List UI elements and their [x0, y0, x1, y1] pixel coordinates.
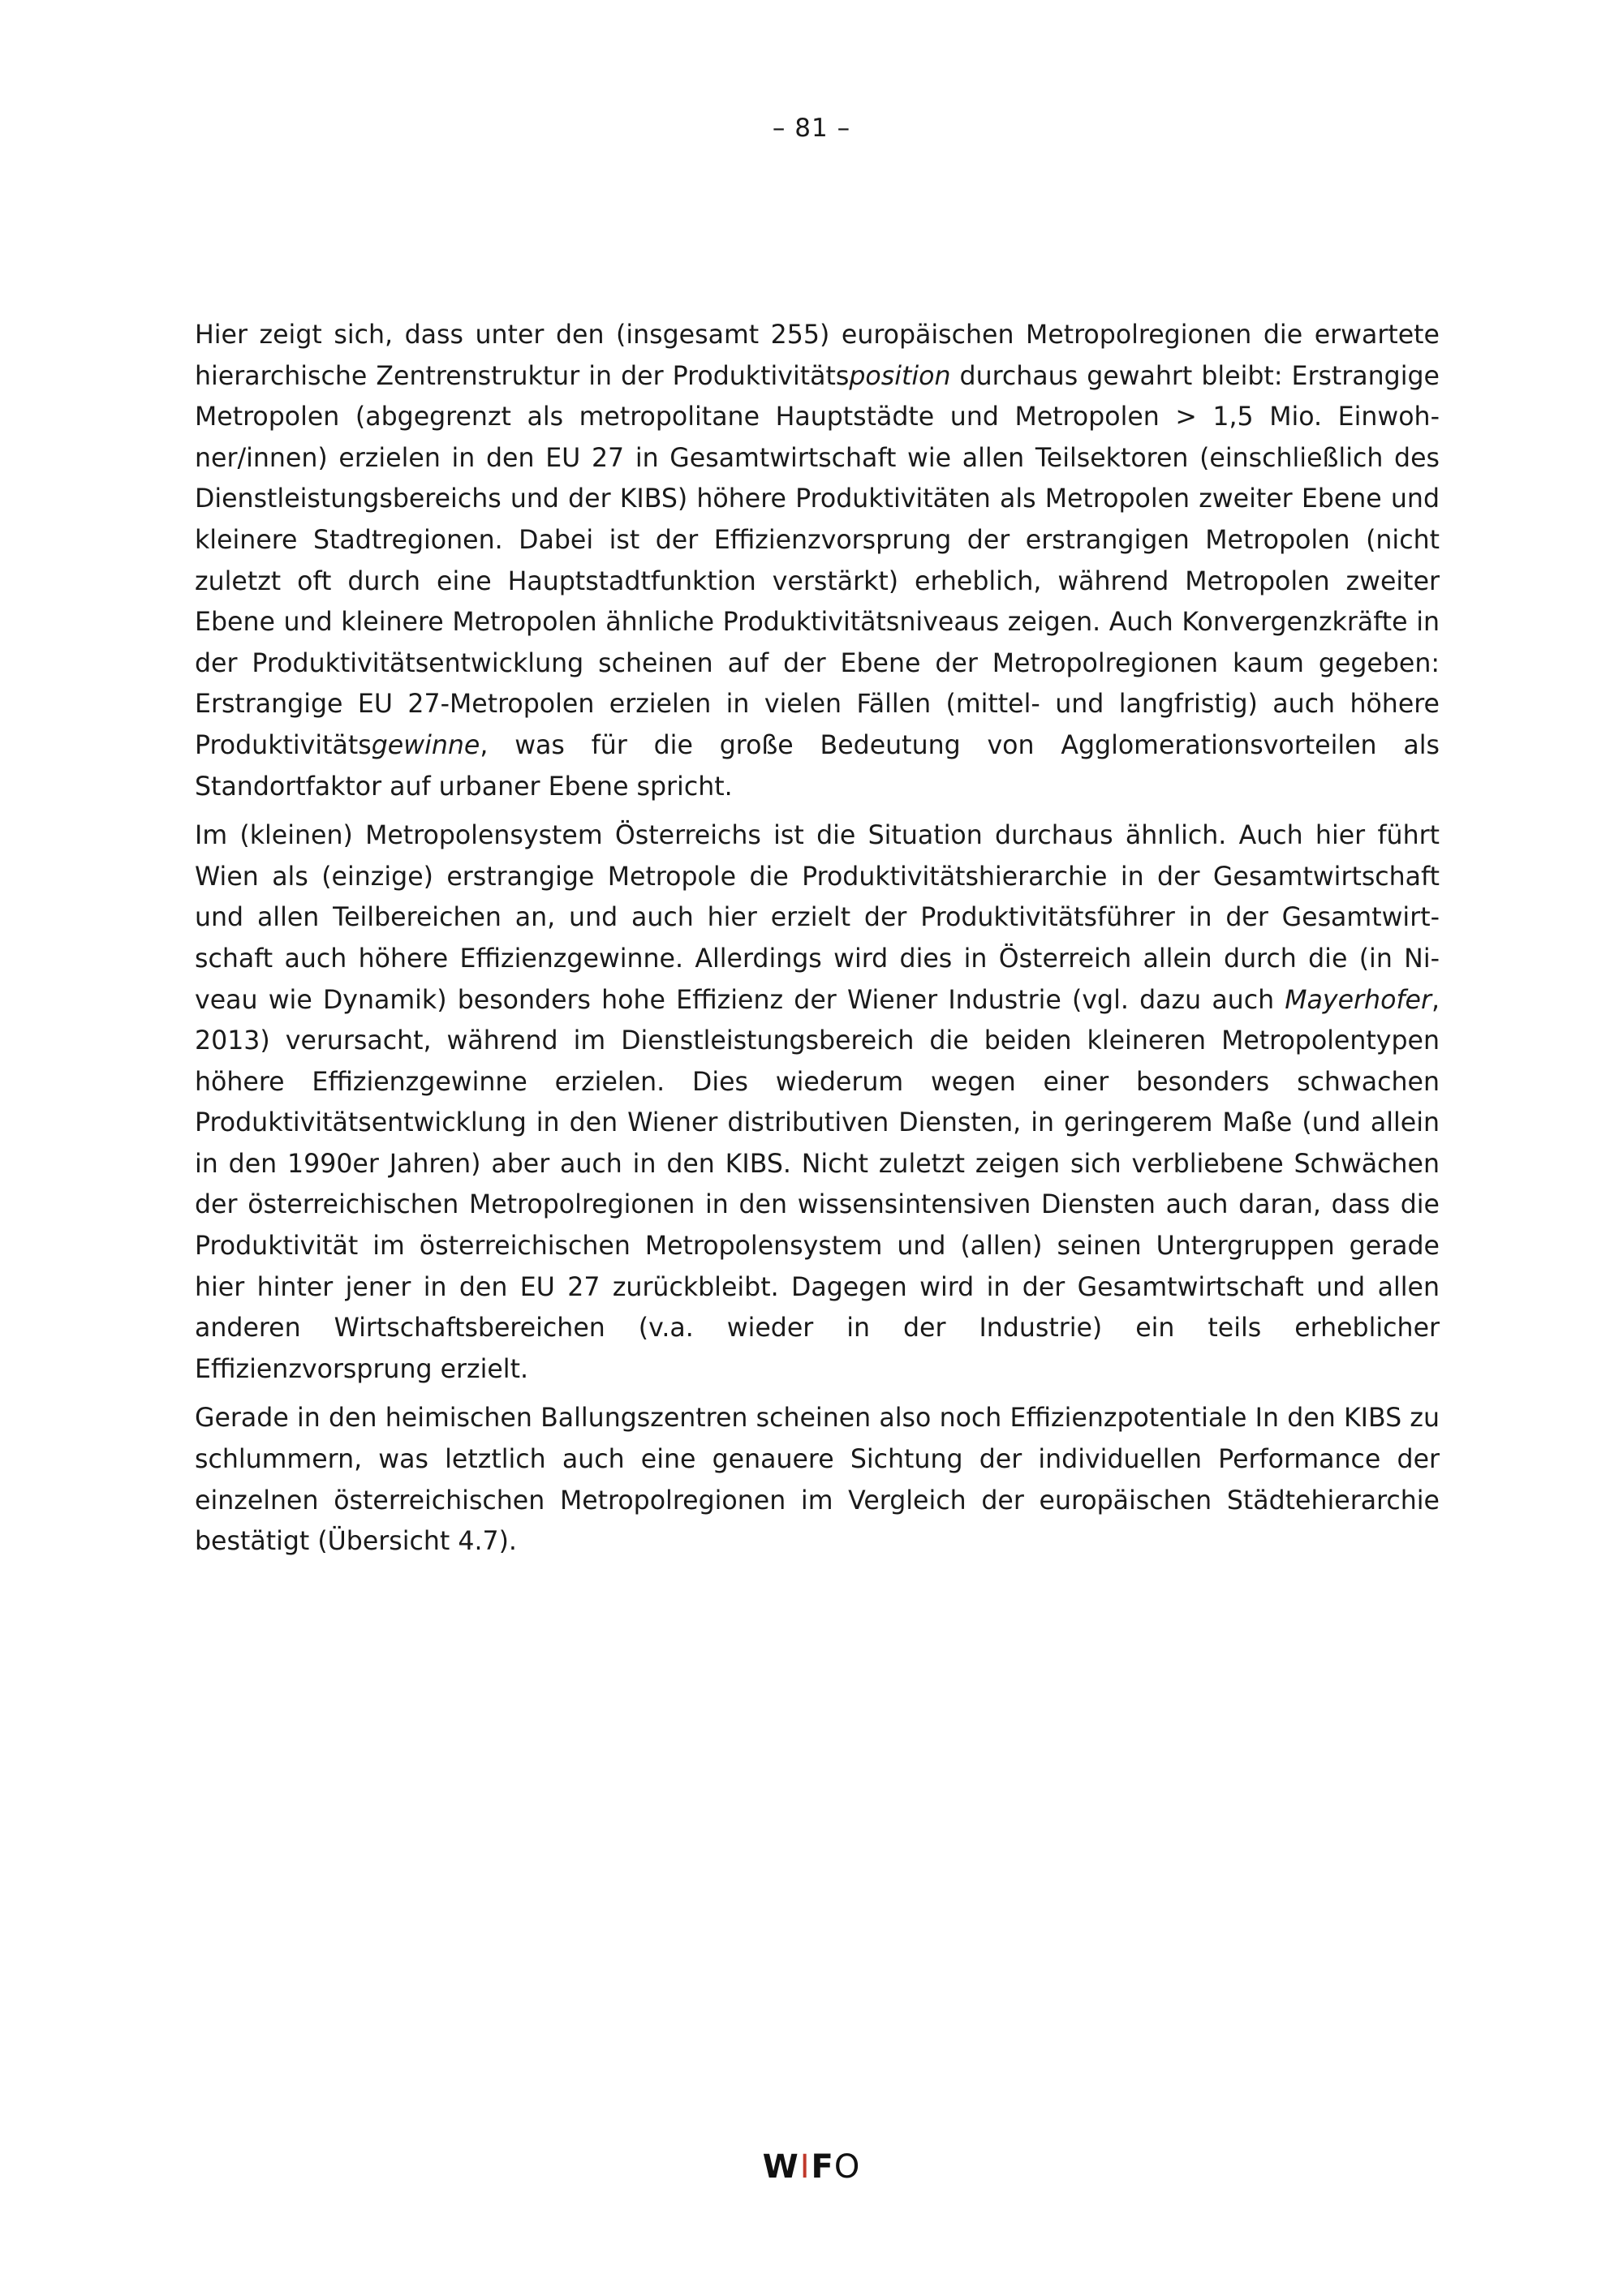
- logo-letter-w: W: [762, 2148, 799, 2186]
- paragraph-2-emphasis-1: Mayerhofer: [1285, 985, 1431, 1015]
- paragraph-1-part-1: Hier zeigt sich, dass unter den (insgesamt 255) europäischen Metropolregionen die erwartete hierarchische Zentrenstruktur in der Produktivitäts: [195, 320, 1440, 391]
- paragraph-1-emphasis-2: gewinne: [371, 730, 480, 760]
- logo-separator: I: [799, 2148, 811, 2186]
- logo-letter-f: F: [811, 2148, 834, 2186]
- paragraph-2-part-1: Im (kleinen) Metropolensystem Österreichs ist die Situation durchaus ähnlich. Auch hier führt Wien als (einzige) erstrangige Metropole die Produktivitätshierarchie in der Gesamtwirtschaft und allen Teilbereichen an, und auch hier erzielt der Produktivitätsführer in der Gesamtwirtschaft auch höhere Effizienzgewinne. Allerdings wird dies in Österreich allein durch die (in Niveau wie Dynamik) besonders hohe Effizienz der Wiener Industrie (vgl. dazu auch: [195, 821, 1440, 1015]
- logo-letter-o: O: [833, 2148, 861, 2186]
- paragraph-1-part-3: , was für die große Bedeutung von Agglomerationsvorteilen als Standortfaktor auf urbaner Ebene spricht.: [195, 730, 1440, 802]
- paragraph-3: [195, 1398, 1440, 1562]
- paragraph-1-part-2: durchaus gewahrt bleibt: Erstrangige Metropolen (abgegrenzt als metropolitane Hauptstädte und Metropolen > 1,5 Mio. Einwohner/innen) erzielen in den EU 27 in Gesamtwirtschaft wie allen Teilsektoren (einschließlich des Dienstleistungsbereichs und der KIBS) höhere Produktivitäten als Metropolen zweiter Ebene und kleinere Stadtregionen. Dabei ist der Effizienzvorsprung der erstrangigen Metropolen (nicht zuletzt oft durch eine Hauptstadtfunktion verstärkt) erheblich, während Metropolen zweiter Ebene und kleinere Metropolen ähnliche Produktivitätsniveaus zeigen. Auch Konvergenzkräfte in der Produktivitätsentwicklung scheinen auf der Ebene der Metropolregionen kaum gegeben: Erstrangige EU 27-Metropolen erzielen in vielen Fällen (mittel- und langfristig) auch höhere Produktivitäts: [195, 361, 1440, 760]
- wifo-logo: [0, 2148, 1623, 2186]
- paragraph-3-part-1: Gerade in den heimischen Ballungszentren scheinen also noch Effizienzpotentiale In den KIBS zu schlummern, was letztlich auch eine genauere Sichtung der individuellen Performance der einzelnen österreichischen Metropolregionen im Vergleich der europäischen Städtehierarchie bestätigt (Übersicht 4.7).: [195, 1404, 1440, 1557]
- paragraph-2-part-2: , 2013) verursacht, während im Dienstleistungsbereich die beiden kleineren Metropolentypen höhere Effizienzgewinne erzielen. Dies wiederum wegen einer besonders schwachen Produktivitätsentwicklung in den Wiener distributiven Diensten, in geringerem Maße (und allein in den 1990er Jahren) aber auch in den KIBS. Nicht zuletzt zeigen sich verbliebene Schwächen der österreichischen Metropolregionen in den wissensintensiven Diensten auch daran, dass die Produktivität im österreichischen Metropolensystem und (allen) seinen Untergruppen gerade hier hinter jener in den EU 27 zurückbleibt. Dagegen wird in der Gesamtwirtschaft und allen anderen Wirtschaftsbereichen (v.a. wieder in der Industrie) ein teils erheblicher Effizienzvorsprung erzielt.: [195, 985, 1440, 1384]
- paragraph-2: [195, 815, 1440, 1390]
- paragraph-1-emphasis-1: position: [849, 361, 951, 391]
- page-number: – 81 –: [772, 114, 851, 143]
- body-text: [195, 315, 1440, 1571]
- paragraph-1: [195, 315, 1440, 807]
